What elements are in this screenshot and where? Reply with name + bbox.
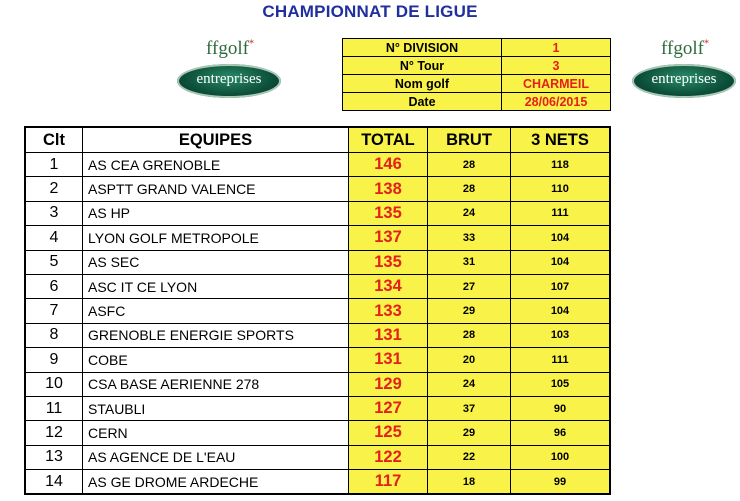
info-value: 28/06/2015 <box>502 93 611 111</box>
brut-cell: 24 <box>428 201 511 225</box>
info-value: 3 <box>502 57 611 75</box>
rank-cell: 6 <box>25 274 83 298</box>
table-row <box>25 396 610 420</box>
table-row <box>25 177 610 201</box>
nets-cell: 110 <box>511 177 611 201</box>
ffgolf-logo-left <box>175 38 285 104</box>
team-cell: AS CEA GRENOBLE <box>83 153 349 177</box>
brut-cell: 22 <box>428 445 511 469</box>
table-row <box>25 153 610 177</box>
header-total: TOTAL <box>349 127 428 153</box>
nets-cell: 104 <box>511 250 611 274</box>
total-cell: 129 <box>349 372 428 396</box>
total-cell: 125 <box>349 421 428 445</box>
total-cell: 131 <box>349 348 428 372</box>
info-key: Nom golf <box>343 75 502 93</box>
brut-cell: 28 <box>428 323 511 347</box>
header-brut: BRUT <box>428 127 511 153</box>
brut-cell: 37 <box>428 396 511 420</box>
total-cell: 134 <box>349 274 428 298</box>
results-header-row <box>25 127 610 153</box>
brut-cell: 29 <box>428 421 511 445</box>
total-cell: 135 <box>349 250 428 274</box>
brut-cell: 31 <box>428 250 511 274</box>
table-row <box>25 372 610 396</box>
team-cell: AS GE DROME ARDECHE <box>83 470 349 495</box>
nets-cell: 103 <box>511 323 611 347</box>
rank-cell: 11 <box>25 396 83 420</box>
table-row <box>25 470 610 495</box>
results-table <box>24 126 611 495</box>
info-row <box>343 39 611 57</box>
header-team: EQUIPES <box>83 127 349 153</box>
table-row <box>25 274 610 298</box>
rank-cell: 8 <box>25 323 83 347</box>
brut-cell: 27 <box>428 274 511 298</box>
nets-cell: 90 <box>511 396 611 420</box>
team-cell: ASPTT GRAND VALENCE <box>83 177 349 201</box>
table-row <box>25 421 610 445</box>
rank-cell: 9 <box>25 348 83 372</box>
info-key: Date <box>343 93 502 111</box>
ffgolf-logo-right <box>630 38 740 104</box>
brut-cell: 24 <box>428 372 511 396</box>
header-clt: Clt <box>25 127 83 153</box>
logo-subtitle: entreprises <box>651 71 717 87</box>
event-info-table <box>342 38 611 111</box>
nets-cell: 105 <box>511 372 611 396</box>
table-row <box>25 201 610 225</box>
rank-cell: 7 <box>25 299 83 323</box>
team-cell: AS SEC <box>83 250 349 274</box>
total-cell: 133 <box>349 299 428 323</box>
logo-subtitle: entreprises <box>196 71 262 87</box>
brut-cell: 29 <box>428 299 511 323</box>
total-cell: 131 <box>349 323 428 347</box>
team-cell: ASC IT CE LYON <box>83 274 349 298</box>
rank-cell: 1 <box>25 153 83 177</box>
table-row <box>25 226 610 250</box>
header-nets: 3 NETS <box>511 127 611 153</box>
nets-cell: 104 <box>511 299 611 323</box>
team-cell: COBE <box>83 348 349 372</box>
rank-cell: 10 <box>25 372 83 396</box>
nets-cell: 111 <box>511 201 611 225</box>
total-cell: 146 <box>349 153 428 177</box>
team-cell: CERN <box>83 421 349 445</box>
info-row <box>343 93 611 111</box>
info-key: N° Tour <box>343 57 502 75</box>
brut-cell: 20 <box>428 348 511 372</box>
table-row <box>25 323 610 347</box>
brut-cell: 28 <box>428 177 511 201</box>
team-cell: ASFC <box>83 299 349 323</box>
rank-cell: 12 <box>25 421 83 445</box>
info-key: N° DIVISION <box>343 39 502 57</box>
nets-cell: 99 <box>511 470 611 495</box>
team-cell: AS AGENCE DE L'EAU <box>83 445 349 469</box>
table-row <box>25 445 610 469</box>
info-row <box>343 75 611 93</box>
total-cell: 122 <box>349 445 428 469</box>
table-row <box>25 348 610 372</box>
nets-cell: 107 <box>511 274 611 298</box>
total-cell: 138 <box>349 177 428 201</box>
info-value: 1 <box>502 39 611 57</box>
brut-cell: 33 <box>428 226 511 250</box>
total-cell: 135 <box>349 201 428 225</box>
nets-cell: 104 <box>511 226 611 250</box>
team-cell: AS HP <box>83 201 349 225</box>
brut-cell: 28 <box>428 153 511 177</box>
rank-cell: 5 <box>25 250 83 274</box>
logo-ellipse <box>632 64 736 98</box>
rank-cell: 13 <box>25 445 83 469</box>
nets-cell: 111 <box>511 348 611 372</box>
total-cell: 127 <box>349 396 428 420</box>
brut-cell: 18 <box>428 470 511 495</box>
rank-cell: 2 <box>25 177 83 201</box>
logo-ellipse <box>177 64 281 98</box>
team-cell: CSA BASE AERIENNE 278 <box>83 372 349 396</box>
total-cell: 137 <box>349 226 428 250</box>
total-cell: 117 <box>349 470 428 495</box>
rank-cell: 4 <box>25 226 83 250</box>
table-row <box>25 299 610 323</box>
table-row <box>25 250 610 274</box>
team-cell: LYON GOLF METROPOLE <box>83 226 349 250</box>
info-value: CHARMEIL <box>502 75 611 93</box>
nets-cell: 100 <box>511 445 611 469</box>
team-cell: GRENOBLE ENERGIE SPORTS <box>83 323 349 347</box>
logo-brand: ffgolf* <box>206 38 254 59</box>
rank-cell: 3 <box>25 201 83 225</box>
page-title: CHAMPIONNAT DE LIGUE <box>262 2 478 21</box>
team-cell: STAUBLI <box>83 396 349 420</box>
info-row <box>343 57 611 75</box>
nets-cell: 118 <box>511 153 611 177</box>
logo-brand: ffgolf* <box>661 38 709 59</box>
nets-cell: 96 <box>511 421 611 445</box>
rank-cell: 14 <box>25 470 83 495</box>
